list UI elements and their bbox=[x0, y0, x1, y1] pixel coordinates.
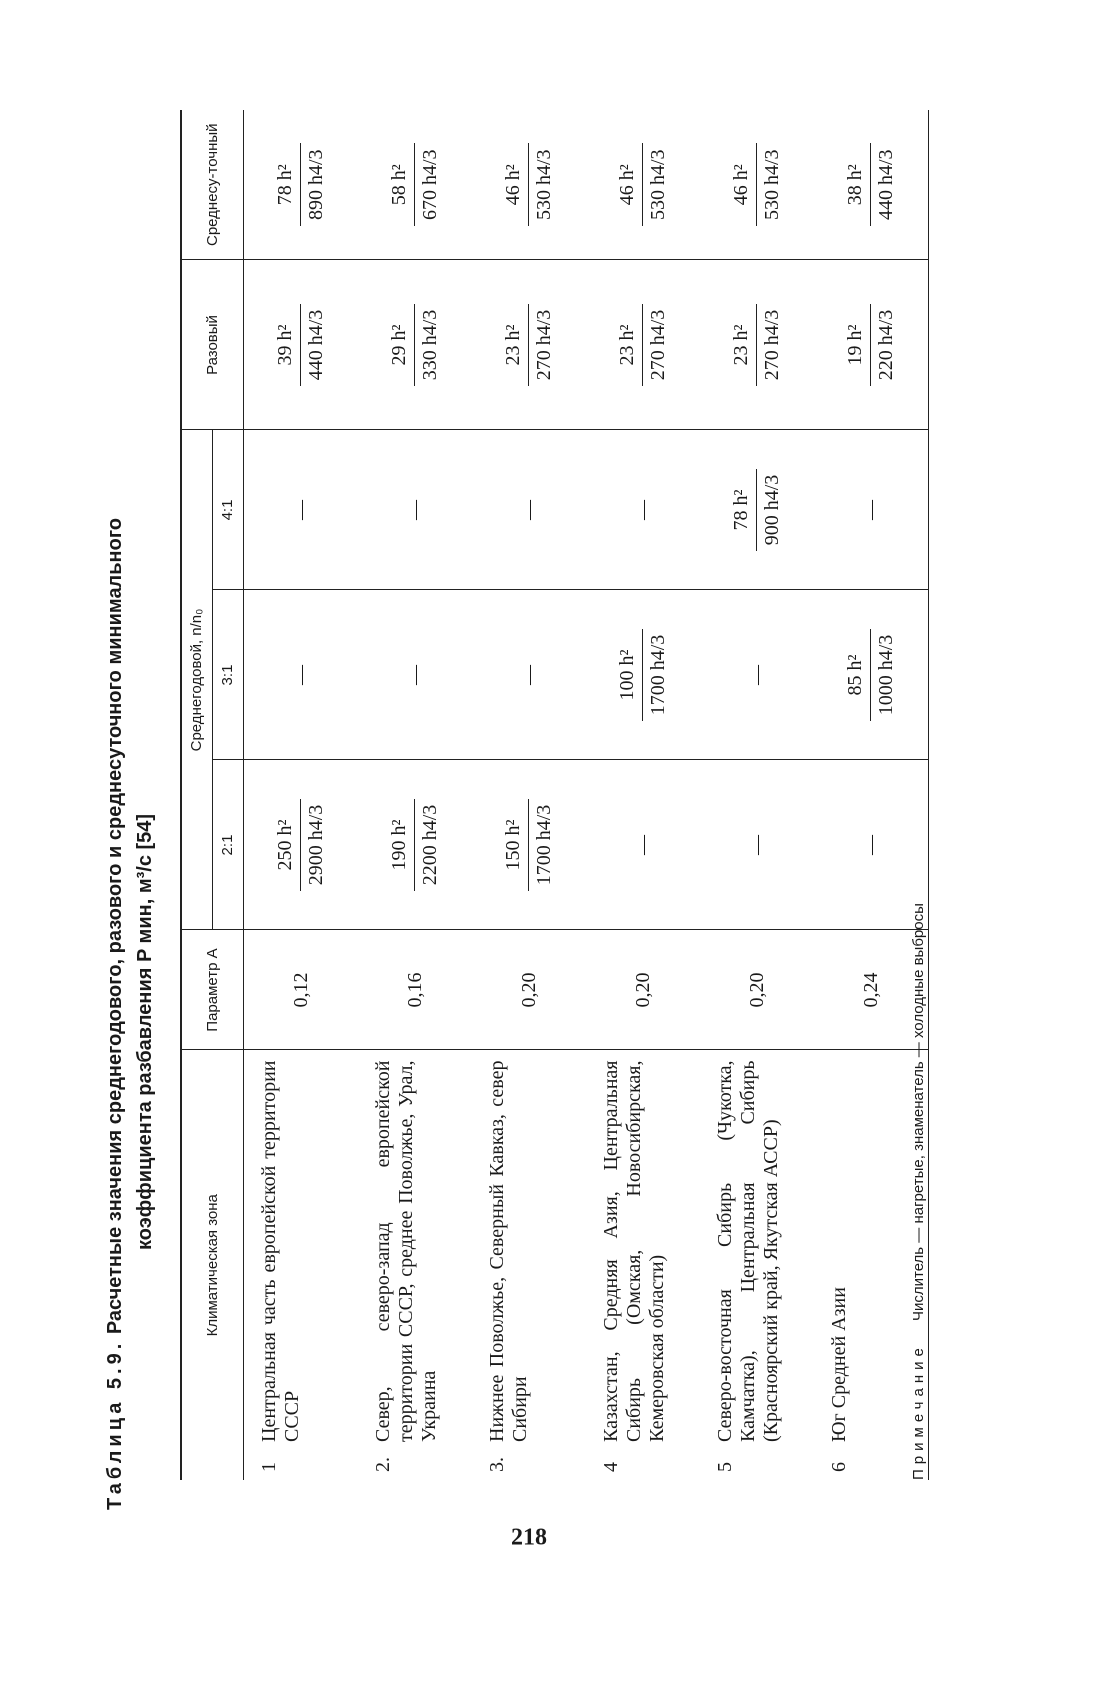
zone-name: Казахстан, Средняя Азия, Центральная Сибирь (Омская, Новосибирская, Кемеровская области) bbox=[600, 1060, 668, 1442]
fraction-cell bbox=[358, 760, 472, 930]
fraction-numerator: 150 h² bbox=[502, 799, 529, 892]
fraction-denominator: 530 h4/3 bbox=[533, 149, 555, 221]
fraction bbox=[730, 469, 783, 552]
value-cell: 0,20 bbox=[700, 930, 814, 1050]
fraction-numerator: 39 h² bbox=[274, 304, 301, 387]
fraction bbox=[616, 629, 669, 722]
fraction-cell bbox=[358, 260, 472, 430]
zone-name: Север, северо-запад европейской территории СССР, среднее Поволжье, Урал, Украина bbox=[372, 1060, 440, 1442]
fraction bbox=[502, 143, 555, 226]
fraction bbox=[388, 143, 441, 226]
fraction-cell bbox=[358, 110, 472, 260]
fraction-numerator: 46 h² bbox=[616, 143, 643, 226]
header-ratio-3-1: 3:1 bbox=[213, 590, 244, 760]
fraction-numerator: 19 h² bbox=[844, 304, 871, 387]
fraction bbox=[730, 143, 783, 226]
header-zone: Климатическая зона bbox=[181, 1050, 244, 1480]
fraction-denominator: 2200 h4/3 bbox=[419, 804, 441, 886]
fraction-numerator: 250 h² bbox=[274, 799, 301, 892]
fraction-denominator: 1700 h4/3 bbox=[533, 804, 555, 886]
fraction-cell bbox=[700, 430, 814, 590]
fraction-denominator: 440 h4/3 bbox=[305, 309, 327, 381]
fraction-cell bbox=[586, 110, 700, 260]
fraction bbox=[388, 304, 441, 387]
fraction bbox=[274, 304, 327, 387]
fraction-denominator: 530 h4/3 bbox=[647, 149, 669, 221]
fraction-numerator: 100 h² bbox=[616, 629, 643, 722]
fraction-cell bbox=[472, 260, 586, 430]
fraction-cell bbox=[814, 110, 929, 260]
fraction-numerator: 23 h² bbox=[730, 304, 757, 387]
fraction-cell bbox=[586, 590, 700, 760]
row-number: 1 bbox=[258, 1462, 280, 1472]
header-param: Параметр А bbox=[181, 930, 244, 1050]
value-cell: — bbox=[244, 590, 359, 760]
fraction-cell bbox=[700, 110, 814, 260]
fraction-cell bbox=[244, 260, 359, 430]
fraction-numerator: 190 h² bbox=[388, 799, 415, 892]
fraction-cell bbox=[244, 760, 359, 930]
value-cell: 0,20 bbox=[586, 930, 700, 1050]
row-number: 3. bbox=[486, 1457, 508, 1472]
value-cell: — bbox=[472, 430, 586, 590]
caption-text-1: Расчетные значения среднегодового, разового и среднесуточного минимального bbox=[104, 517, 126, 1335]
zone-cell bbox=[472, 1050, 586, 1480]
value-cell: — bbox=[586, 430, 700, 590]
fraction-numerator: 78 h² bbox=[274, 143, 301, 226]
table-body bbox=[244, 110, 929, 1480]
fraction-numerator: 85 h² bbox=[844, 629, 871, 722]
zone-name: Юг Средней Азии bbox=[828, 1287, 850, 1442]
fraction bbox=[844, 143, 897, 226]
header-daily: Среднесу-точный bbox=[181, 110, 244, 260]
zone-cell bbox=[700, 1050, 814, 1480]
header-ratio-2-1: 2:1 bbox=[213, 760, 244, 930]
fraction bbox=[616, 143, 669, 226]
value-cell: — bbox=[586, 760, 700, 930]
fraction bbox=[844, 304, 897, 387]
header-single: Разовый bbox=[181, 260, 244, 430]
fraction-denominator: 220 h4/3 bbox=[875, 309, 897, 381]
fraction-numerator: 23 h² bbox=[502, 304, 529, 387]
value-cell: — bbox=[814, 430, 929, 590]
row-number: 2. bbox=[372, 1457, 394, 1472]
fraction-numerator: 38 h² bbox=[844, 143, 871, 226]
fraction-denominator: 330 h4/3 bbox=[419, 309, 441, 381]
fraction-cell bbox=[472, 110, 586, 260]
fraction-denominator: 270 h4/3 bbox=[647, 309, 669, 381]
value-cell: — bbox=[700, 760, 814, 930]
zone-cell bbox=[244, 1050, 359, 1480]
fraction-denominator: 1000 h4/3 bbox=[875, 634, 897, 716]
value-cell: 0,20 bbox=[472, 930, 586, 1050]
dilution-table bbox=[180, 110, 929, 1480]
fraction-cell bbox=[814, 590, 929, 760]
value-cell: — bbox=[358, 430, 472, 590]
table-row bbox=[472, 110, 586, 1480]
value-cell: — bbox=[358, 590, 472, 760]
fraction bbox=[502, 304, 555, 387]
fraction bbox=[388, 799, 441, 892]
zone-name: Северо-восточная Сибирь (Чукотка, Камчатка), Центральная Сибирь (Красноярский край, Якутская АССР) bbox=[714, 1060, 782, 1442]
fraction-denominator: 1700 h4/3 bbox=[647, 634, 669, 716]
fraction-cell bbox=[244, 110, 359, 260]
fraction-denominator: 2900 h4/3 bbox=[305, 804, 327, 886]
fraction-cell bbox=[472, 760, 586, 930]
value-cell: — bbox=[244, 430, 359, 590]
fraction-denominator: 670 h4/3 bbox=[419, 149, 441, 221]
fraction-denominator: 440 h4/3 bbox=[875, 149, 897, 221]
row-number: 4 bbox=[600, 1462, 622, 1472]
header-ratio-4-1: 4:1 bbox=[213, 430, 244, 590]
fraction-numerator: 23 h² bbox=[616, 304, 643, 387]
fraction-numerator: 46 h² bbox=[502, 143, 529, 226]
table-note bbox=[910, 903, 927, 1480]
value-cell: 0,24 bbox=[814, 930, 929, 1050]
table-row bbox=[586, 110, 700, 1480]
row-number: 6 bbox=[828, 1462, 850, 1472]
fraction-denominator: 900 h4/3 bbox=[761, 474, 783, 546]
zone-name: Центральная часть европейской территории СССР bbox=[258, 1060, 303, 1442]
header-annual: Среднегодовой, n/n₀ bbox=[181, 430, 213, 930]
fraction-denominator: 270 h4/3 bbox=[761, 309, 783, 381]
value-cell: 0,16 bbox=[358, 930, 472, 1050]
fraction-numerator: 46 h² bbox=[730, 143, 757, 226]
fraction-denominator: 270 h4/3 bbox=[533, 309, 555, 381]
page-number: 218 bbox=[511, 1524, 547, 1551]
fraction bbox=[844, 629, 897, 722]
table-row bbox=[244, 110, 359, 1480]
rotated-page-content bbox=[95, 90, 945, 1510]
table-row bbox=[358, 110, 472, 1480]
caption-line-1 bbox=[103, 518, 127, 1510]
value-cell: — bbox=[700, 590, 814, 760]
header-row-1 bbox=[181, 110, 213, 1480]
fraction-cell bbox=[586, 260, 700, 430]
caption-label: Таблица 5.9. bbox=[104, 1339, 126, 1510]
fraction bbox=[730, 304, 783, 387]
fraction-cell bbox=[814, 260, 929, 430]
fraction-denominator: 890 h4/3 bbox=[305, 149, 327, 221]
zone-cell bbox=[358, 1050, 472, 1480]
caption-line-2: коэффициента разбавления P мин, м³/с [54] bbox=[134, 813, 156, 1250]
note-text: Числитель — нагретые, знаменатель — холодные выбросы bbox=[910, 903, 927, 1321]
fraction-numerator: 78 h² bbox=[730, 469, 757, 552]
fraction bbox=[502, 799, 555, 892]
fraction-denominator: 530 h4/3 bbox=[761, 149, 783, 221]
fraction bbox=[274, 799, 327, 892]
table-row bbox=[700, 110, 814, 1480]
value-cell: 0,12 bbox=[244, 930, 359, 1050]
fraction bbox=[274, 143, 327, 226]
row-number: 5 bbox=[714, 1462, 736, 1472]
value-cell: — bbox=[814, 760, 929, 930]
fraction-cell bbox=[700, 260, 814, 430]
fraction-numerator: 29 h² bbox=[388, 304, 415, 387]
fraction-numerator: 58 h² bbox=[388, 143, 415, 226]
value-cell: — bbox=[472, 590, 586, 760]
fraction bbox=[616, 304, 669, 387]
zone-name: Нижнее Поволжье, Северный Кавказ, север Сибири bbox=[486, 1060, 531, 1442]
zone-cell bbox=[586, 1050, 700, 1480]
note-label: Примечание bbox=[910, 1343, 927, 1480]
